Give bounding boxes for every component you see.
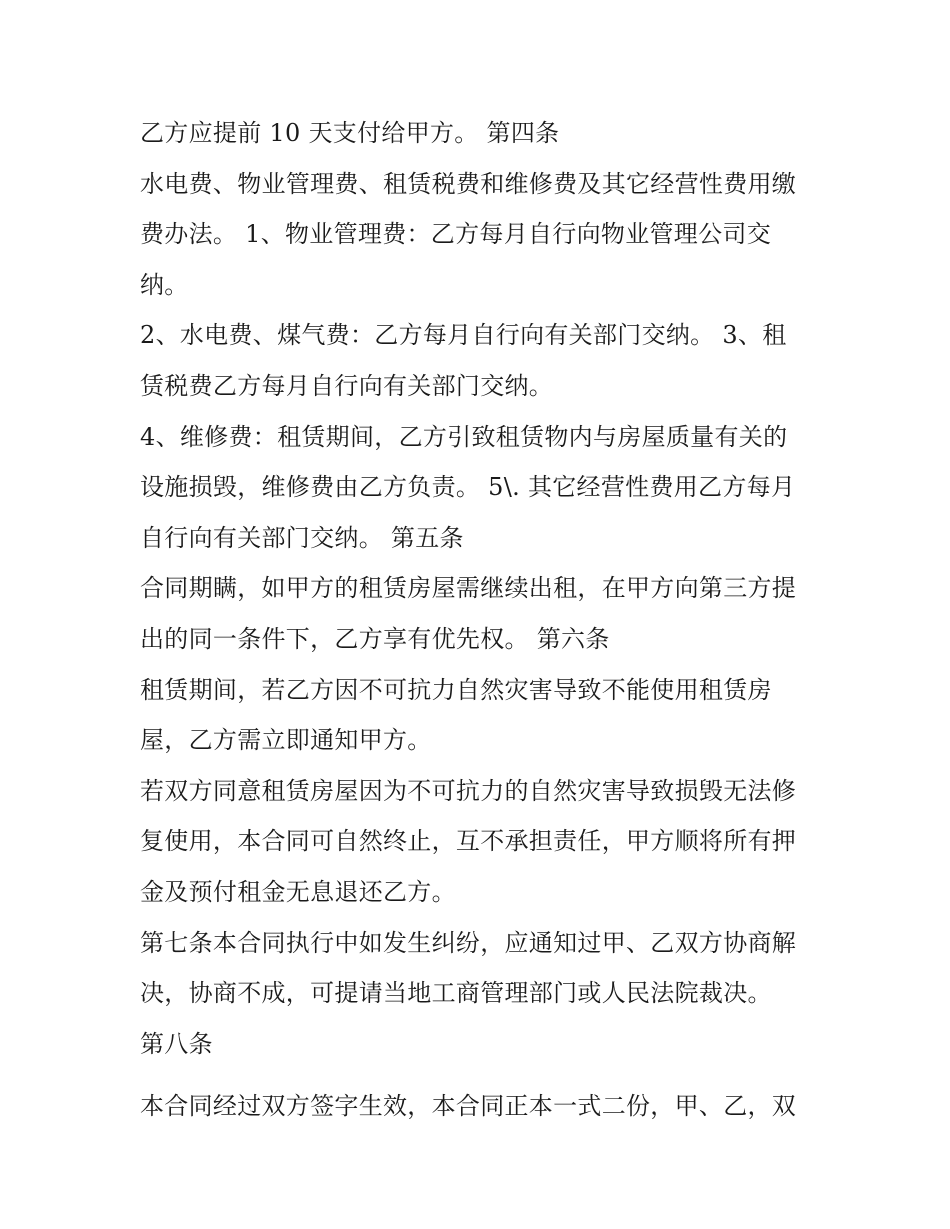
text-line-7: 4、维修费：租赁期间，乙方引致租赁物内与房屋质量有关的 — [140, 422, 788, 451]
text-line-14: 若双方同意租赁房屋因为不可抗力的自然灾害导致损毁无法修 — [140, 776, 797, 805]
text-line-5: 2、水电费、煤气费：乙方每月自行向有关部门交纳。 3、租 — [140, 321, 787, 350]
text-line-20: 本合同经过双方签字生效，本合同正本一式二份，甲、乙，双 — [140, 1092, 797, 1121]
text-line-6: 赁税费乙方每月自行向有关部门交纳。 — [140, 371, 554, 400]
text-line-9: 自行向有关部门交纳。 第五条 — [140, 523, 464, 552]
text-line-2: 水电费、物业管理费、租赁税费和维修费及其它经营性费用缴 — [140, 169, 797, 198]
text-line-1: 乙方应提前 10 天支付给甲方。 第四条 — [140, 119, 560, 147]
contract-body — [140, 108, 820, 1143]
text-line-4: 纳。 — [140, 270, 189, 299]
text-line-17: 第七条本合同执行中如发生纠纷，应通知过甲、乙双方协商解 — [140, 928, 797, 957]
text-line-19: 第八条 — [140, 1029, 213, 1058]
text-line-10: 合同期瞒，如甲方的租赁房屋需继续出租，在甲方向第三方提 — [140, 574, 797, 603]
text-line-11: 出的同一条件下，乙方享有优先权。 第六条 — [140, 624, 610, 653]
text-line-3: 费办法。 1、物业管理费：乙方每月自行向物业管理公司交 — [140, 220, 771, 249]
text-line-8: 设施损毁，维修费由乙方负责。 5\. 其它经营性费用乙方每月 — [140, 473, 796, 502]
text-line-15: 复使用，本合同可自然终止，互不承担责任，甲方顺将所有押 — [140, 827, 797, 856]
text-line-13: 屋，乙方需立即通知甲方。 — [140, 726, 432, 755]
text-line-12: 租赁期间，若乙方因不可抗力自然灾害导致不能使用租赁房 — [140, 675, 772, 704]
text-line-18: 决，协商不成，可提请当地工商管理部门或人民法院裁决。 — [140, 979, 772, 1008]
text-line-16: 金及预付租金无息退还乙方。 — [140, 877, 456, 906]
